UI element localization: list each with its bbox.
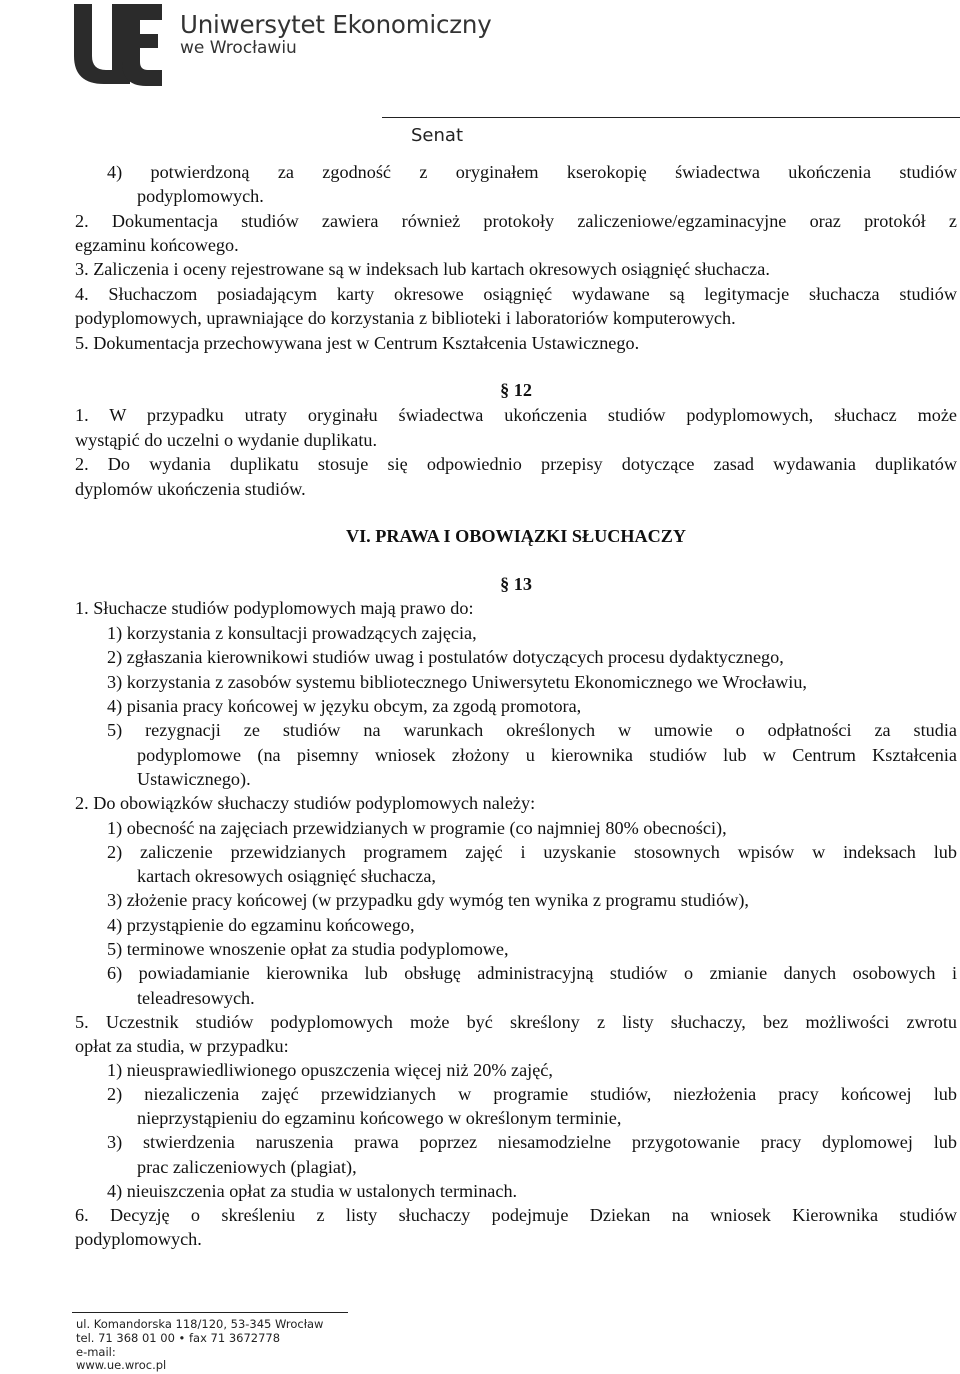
text-line: 2. Do wydania duplikatu stosuje się odpowiednio przepisy dotyczące zasad wydawania duplikatów — [75, 454, 957, 474]
list-item: 2) niezaliczenia zajęć przewidzianych w programie studiów, niezłożenia pracy końcowej lub — [107, 1084, 957, 1104]
header-divider — [382, 117, 960, 118]
text-line: 2. Do obowiązków słuchaczy studiów podyplomowych należy: — [75, 793, 536, 813]
list-item: 4) przystąpienie do egzaminu końcowego, — [107, 915, 415, 935]
list-item: 2) zgłaszania kierownikowi studiów uwag i postulatów dotyczących procesu dydaktycznego, — [107, 647, 784, 667]
text-line: 2. Dokumentacja studiów zawiera również protokoły zaliczeniowe/egzaminacyjne oraz protokół z — [75, 211, 957, 231]
footer-email: e-mail: — [76, 1345, 116, 1359]
list-item-continuation: teleadresowych. — [137, 988, 255, 1008]
text-line: podyplomowych, uprawniające do korzystania z biblioteki i laboratoriów komputerowych. — [75, 308, 736, 328]
unit-name: Senat — [411, 125, 463, 146]
chapter-heading: VI. PRAWA I OBOWIĄZKI SŁUCHACZY — [345, 526, 687, 546]
university-name: Uniwersytet Ekonomiczny — [180, 10, 492, 39]
footer-divider — [72, 1312, 348, 1313]
footer-website[interactable]: www.ue.wroc.pl — [76, 1358, 167, 1372]
footer-address: ul. Komandorska 118/120, 53-345 Wrocław — [76, 1317, 324, 1331]
text-line: opłat za studia, w przypadku: — [75, 1036, 289, 1056]
list-item: 3) stwierdzenia naruszenia prawa poprzez niesamodzielne przygotowanie pracy dyplomowej lub — [107, 1132, 957, 1152]
list-item: 3) złożenie pracy końcowej (w przypadku gdy wymóg ten wynika z programu studiów), — [107, 890, 749, 910]
text-line: 1. W przypadku utraty oryginału świadectwa ukończenia studiów podyplomowych, słuchacz może — [75, 405, 957, 425]
university-logo — [72, 0, 164, 90]
list-item: 6) powiadamianie kierownika lub obsługę administracyjną studiów o zmianie danych osobowych i — [107, 963, 957, 983]
text-line: 1. Słuchacze studiów podyplomowych mają prawo do: — [75, 598, 474, 618]
footer-phone: tel. 71 368 01 00 • fax 71 3672778 — [76, 1331, 281, 1345]
text-line: podyplomowych. — [75, 1229, 202, 1249]
list-item: 4) nieuiszczenia opłat za studia w ustalonych terminach. — [107, 1181, 518, 1201]
list-item-continuation: prac zaliczeniowych (plagiat), — [137, 1157, 357, 1177]
text-line: dyplomów ukończenia studiów. — [75, 479, 306, 499]
list-item: 5) rezygnacji ze studiów na warunkach określonych w umowie o odpłatności za studia — [107, 720, 957, 740]
list-item-continuation: nieprzystąpieniu do egzaminu końcowego w określonym terminie, — [137, 1108, 622, 1128]
section-heading: § 12 — [500, 380, 532, 400]
text-line: wystąpić do uczelni o wydanie duplikatu. — [75, 430, 378, 450]
list-item: 4) pisania pracy końcowej w języku obcym, za zgodą promotora, — [107, 696, 582, 716]
list-item: 2) zaliczenie przewidzianych programem zajęć i uzyskanie stosownych wpisów w indeksach lub — [107, 842, 957, 862]
text-line: 6. Decyzję o skreśleniu z listy słuchaczy podejmuje Dziekan na wniosek Kierownika studiów — [75, 1205, 957, 1225]
text-line: 3. Zaliczenia i oceny rejestrowane są w indeksach lub kartach okresowych osiągnięć słuchacza. — [75, 259, 770, 279]
text-line: 5. Uczestnik studiów podyplomowych może być skreślony z listy słuchaczy, bez możliwości zwrotu — [75, 1012, 957, 1032]
list-item-continuation: podyplomowe (na pisemny wniosek złożony u kierownika studiów lub w Centrum Kształcenia — [137, 745, 957, 765]
list-item: 3) korzystania z zasobów systemu bibliotecznego Uniwersytetu Ekonomicznego we Wrocławiu, — [107, 672, 807, 692]
section-heading: § 13 — [500, 574, 532, 594]
text-line: 4. Słuchaczom posiadającym karty okresowe osiągnięć wydawane są legitymacje słuchacza studiów — [75, 284, 957, 304]
list-item-continuation: kartach okresowych osiągnięć słuchacza, — [137, 866, 436, 886]
list-item: 1) nieusprawiedliwionego opuszczenia więcej niż 20% zajęć, — [107, 1060, 553, 1080]
text-line: podyplomowych. — [137, 186, 264, 206]
text-line: 4) potwierdzoną za zgodność z oryginałem kserokopię świadectwa ukończenia studiów — [107, 162, 957, 182]
text-line: egzaminu końcowego. — [75, 235, 239, 255]
list-item: 1) obecność na zajęciach przewidzianych w programie (co najmniej 80% obecności), — [107, 818, 727, 838]
university-city: we Wrocławiu — [180, 38, 297, 58]
list-item: 5) terminowe wnoszenie opłat za studia podyplomowe, — [107, 939, 509, 959]
list-item-continuation: Ustawicznego). — [137, 769, 251, 789]
text-line: 5. Dokumentacja przechowywana jest w Centrum Kształcenia Ustawicznego. — [75, 333, 640, 353]
list-item: 1) korzystania z konsultacji prowadzących zajęcia, — [107, 623, 477, 643]
